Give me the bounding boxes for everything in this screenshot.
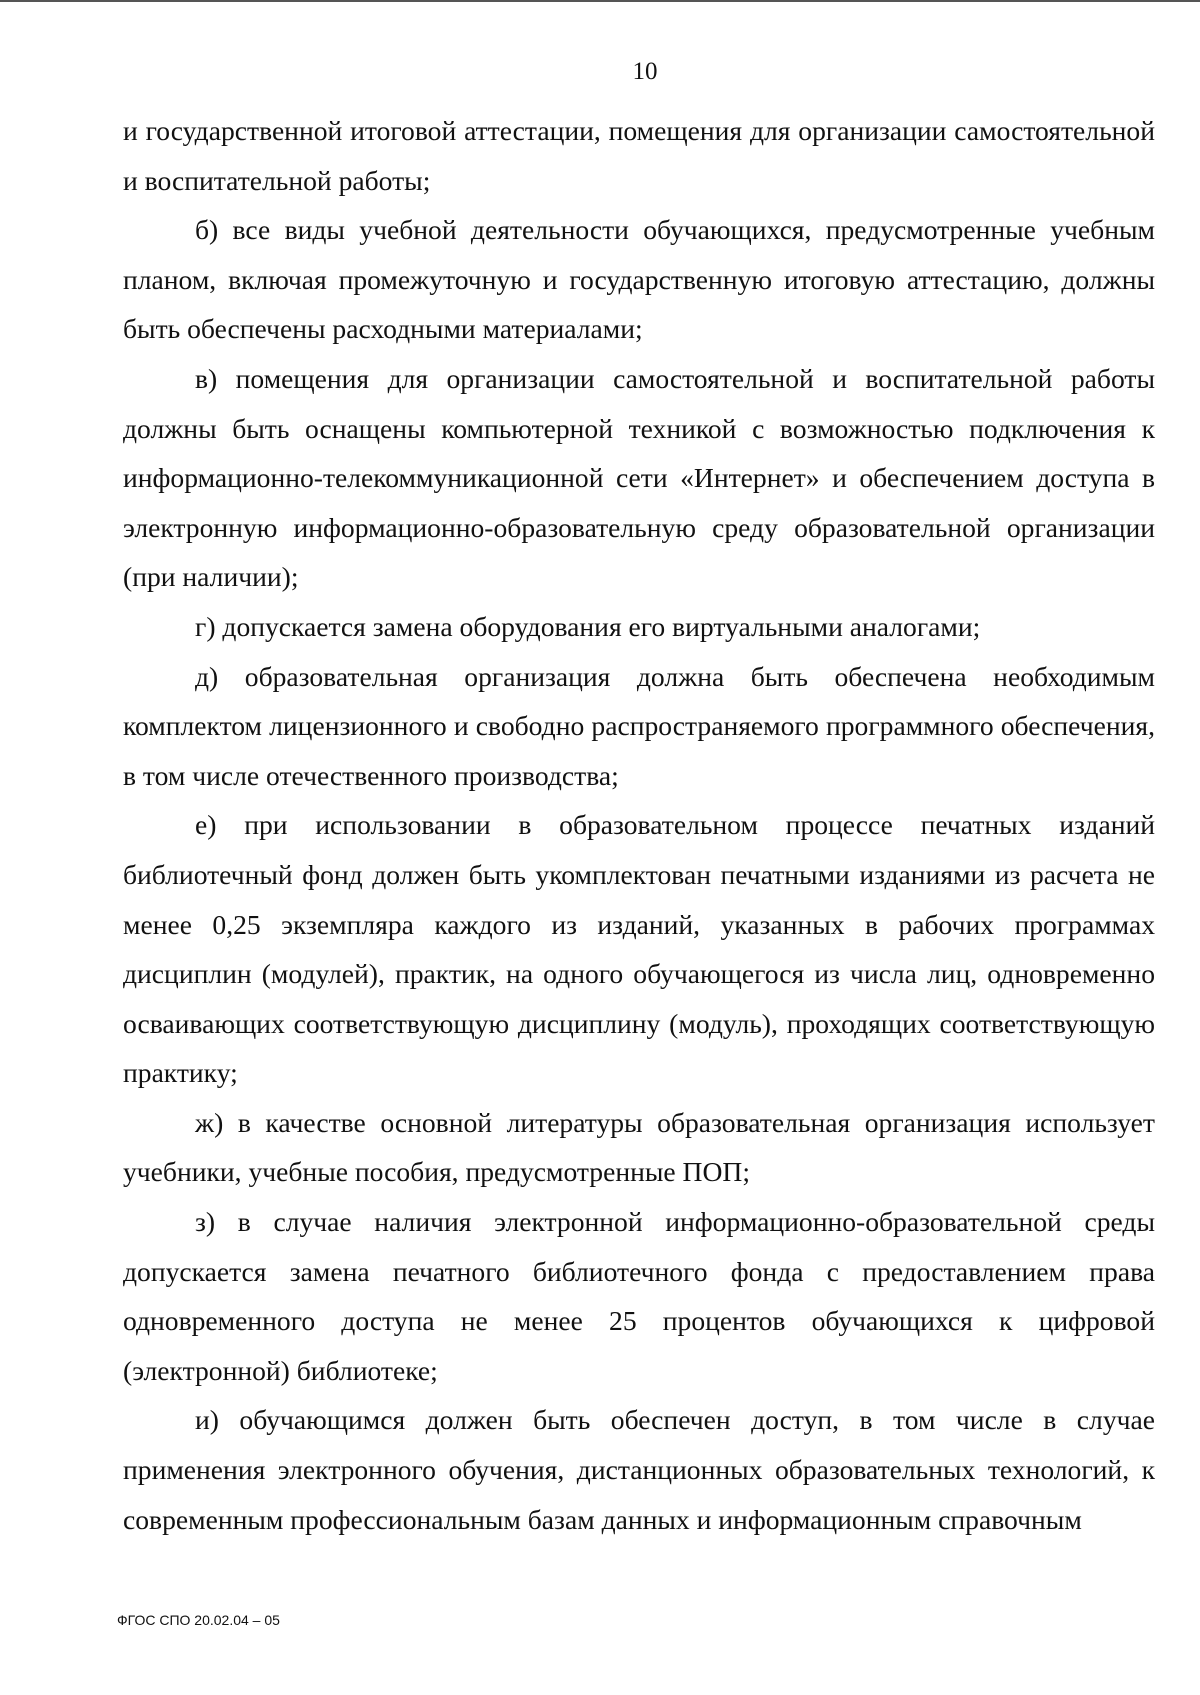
paragraph-item-zh: ж) в качестве основной литературы образовательная организация использует учебники, учебные пособия, предусмотренные ПОП;	[123, 1106, 1155, 1188]
paragraph-item-v: в) помещения для организации самостоятельной и воспитательной работы должны быть оснащены компьютерной техникой с возможностью подключения к информационно-телекоммуникационной сети «Интернет» и обеспечением доступа в электронную информационно-образовательную среду образовательной организации (при наличии);	[123, 362, 1155, 593]
paragraph-item-e: е) при использовании в образовательном процессе печатных изданий библиотечный фонд должен быть укомплектован печатными изданиями из расчета не менее 0,25 экземпляра каждого из изданий, указанных в рабочих программах дисциплин (модулей), практик, на одного обучающегося из числа лиц, одновременно осваивающих соответствующую дисциплину (модуль), проходящих соответствующую практику;	[123, 809, 1155, 1089]
paragraph-item-g: г) допускается замена оборудования его виртуальными аналогами;	[195, 610, 981, 642]
document-footer-code: ФГОС СПО 20.02.04 – 05	[117, 1612, 280, 1628]
paragraph-item-i: и) обучающимся должен быть обеспечен доступ, в том числе в случае применения электронного обучения, дистанционных образовательных технологий, к современным профессиональным базам данных и информационным справочным	[123, 1404, 1155, 1535]
paragraph-continuation: и государственной итоговой аттестации, помещения для организации самостоятельной и воспитательной работы;	[123, 115, 1155, 196]
document-body	[123, 106, 1155, 1544]
paragraph-item-b: б) все виды учебной деятельности обучающихся, предусмотренные учебным планом, включая промежуточную и государственную итоговую аттестацию, должны быть обеспечены расходными материалами;	[123, 214, 1155, 345]
paragraph-item-d: д) образовательная организация должна быть обеспечена необходимым комплектом лицензионного и свободно распространяемого программного обеспечения, в том числе отечественного производства;	[123, 660, 1155, 791]
paragraph-item-z: з) в случае наличия электронной информационно-образовательной среды допускается замена печатного библиотечного фонда с предоставлением права одновременного доступа не менее 25 процентов обучающихся к цифровой (электронной) библиотеке;	[123, 1206, 1155, 1386]
page-number: 10	[632, 58, 658, 85]
page-top-border	[0, 0, 1200, 2]
